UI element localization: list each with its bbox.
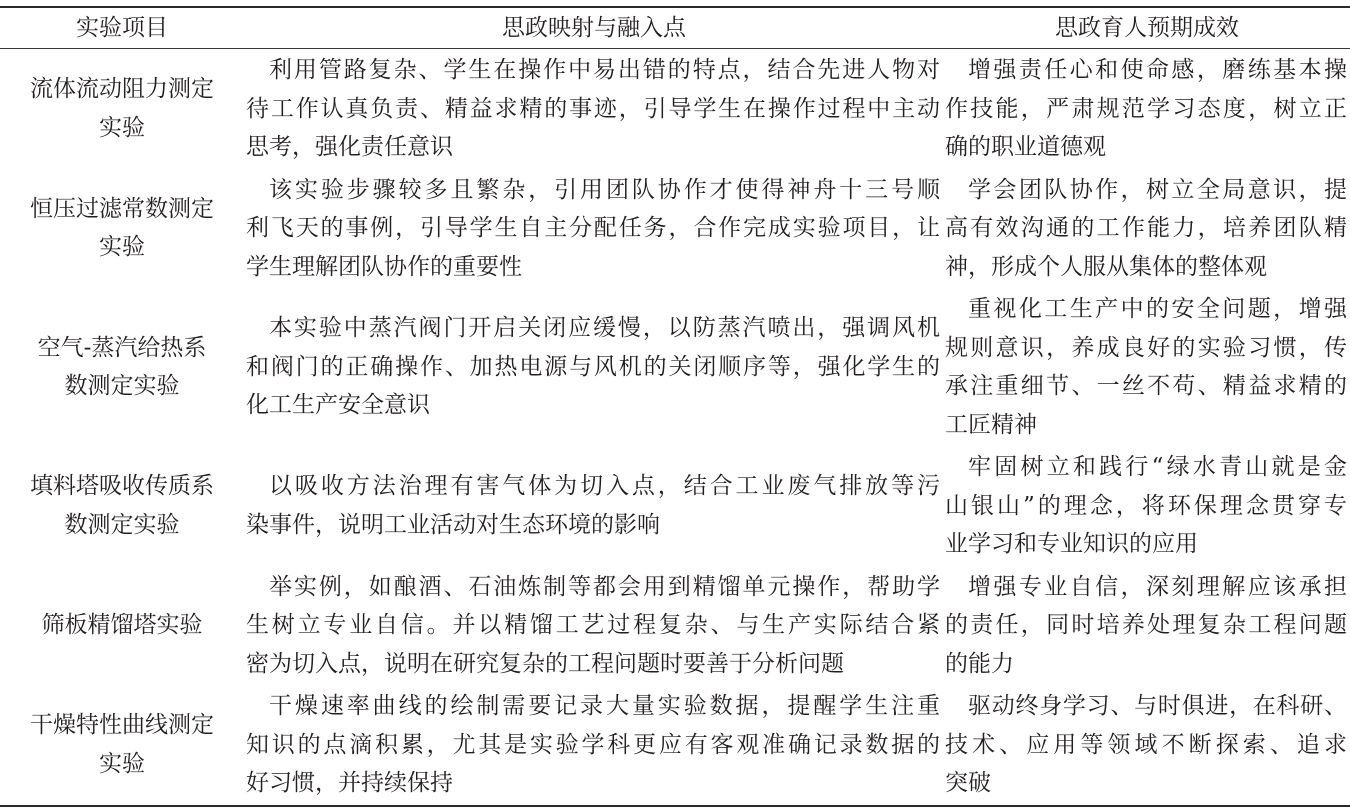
cell-experiment bbox=[0, 188, 244, 269]
data-table bbox=[0, 6, 1350, 807]
cell-text-line: 化工生产安全意识 bbox=[246, 392, 430, 419]
cell-expected-outcomes bbox=[944, 446, 1350, 566]
cell-text-line: 驱动终身学习、与时俱进，在科研、 bbox=[968, 693, 1347, 719]
cell-integration-points bbox=[244, 566, 944, 686]
cell-text-line: 和阀门的正确操作、加热电源与风机的关闭顺序等，强化学生的 bbox=[246, 353, 940, 380]
cell-text-line: 实验 bbox=[99, 750, 145, 777]
cell-integration-points bbox=[244, 49, 944, 169]
cell-text-line: 实验 bbox=[99, 234, 145, 261]
cell-text-line: 实验 bbox=[99, 114, 145, 141]
cell-text-line: 利飞天的事例，引导学生自主分配任务，合作完成实验项目，让 bbox=[246, 215, 940, 241]
cell-text-line: 筛板精馏塔实验 bbox=[41, 612, 203, 638]
cell-experiment bbox=[0, 604, 244, 647]
cell-text-line: 染事件，说明工业活动对生态环境的影响 bbox=[246, 511, 660, 538]
header-integration-points: 思政映射与融入点 bbox=[502, 15, 686, 41]
cell-text-line: 待工作认真负责、精益求精的事迹，引导学生在操作过程中主动 bbox=[246, 95, 940, 122]
cell-text-line: 举实例，如酿酒、石油炼制等都会用到精馏单元操作，帮助学 bbox=[269, 573, 940, 600]
cell-text-line: 工匠精神 bbox=[945, 411, 1037, 438]
cell-text-line: 增强责任心和使命感，磨练基本操 bbox=[968, 57, 1347, 83]
table-header-row bbox=[0, 8, 1350, 49]
cell-text-line: 数测定实验 bbox=[64, 511, 180, 538]
table-row bbox=[0, 446, 1350, 566]
cell-integration-points bbox=[244, 169, 944, 289]
cell-text-line: 的责任，同时培养处理复杂工程问题 bbox=[945, 612, 1347, 638]
cell-expected-outcomes bbox=[944, 685, 1350, 805]
cell-text-line: 牢固树立和践行“绿水青山就是金 bbox=[968, 454, 1347, 480]
cell-text-line: 利用管路复杂、学生在操作中易出错的特点，结合先进人物对 bbox=[269, 57, 940, 83]
cell-text-line: 作技能，严肃规范学习态度，树立正 bbox=[945, 95, 1347, 122]
cell-experiment bbox=[0, 465, 244, 546]
cell-text-line: 学会团队协作，树立全局意识，提 bbox=[968, 176, 1347, 203]
cell-text-line: 重视化工生产中的安全问题，增强 bbox=[968, 296, 1347, 322]
table-row bbox=[0, 49, 1350, 169]
header-expected-outcomes: 思政育人预期成效 bbox=[1055, 15, 1239, 41]
cell-text-line: 生树立专业自信。并以精馏工艺过程复杂、与生产实际结合紧 bbox=[246, 612, 940, 638]
cell-expected-outcomes bbox=[944, 566, 1350, 686]
cell-text-line: 技术、应用等领域不断探索、追求 bbox=[945, 731, 1347, 758]
cell-expected-outcomes bbox=[944, 169, 1350, 289]
cell-text-line: 恒压过滤常数测定 bbox=[30, 195, 214, 222]
cell-integration-points bbox=[244, 685, 944, 805]
cell-text-line: 该实验步骤较多且繁杂，引用团队协作才使得神舟十三号顺 bbox=[269, 176, 940, 203]
cell-text-line: 的能力 bbox=[945, 650, 1014, 677]
table-row bbox=[0, 566, 1350, 686]
cell-text-line: 填料塔吸收传质系 bbox=[30, 473, 214, 500]
cell-integration-points bbox=[244, 465, 944, 546]
cell-expected-outcomes bbox=[944, 49, 1350, 169]
table-row bbox=[0, 169, 1350, 289]
cell-text-line: 业学习和专业知识的应用 bbox=[945, 531, 1198, 557]
cell-text-line: 空气-蒸汽给热系 bbox=[37, 334, 207, 361]
cell-text-line: 数测定实验 bbox=[64, 373, 180, 399]
table-row bbox=[0, 288, 1350, 446]
cell-text-line: 以吸收方法治理有害气体为切入点，结合工业废气排放等污 bbox=[269, 473, 940, 500]
cell-text-line: 高有效沟通的工作能力，培养团队精 bbox=[945, 215, 1347, 241]
cell-text-line: 好习惯，并持续保持 bbox=[246, 770, 453, 796]
table-body bbox=[0, 49, 1350, 805]
cell-experiment bbox=[0, 327, 244, 408]
cell-text-line: 突破 bbox=[945, 770, 991, 796]
cell-text-line: 流体流动阻力测定 bbox=[30, 76, 214, 103]
cell-text-line: 学生理解团队协作的重要性 bbox=[246, 253, 522, 280]
cell-experiment bbox=[0, 68, 244, 149]
table-row bbox=[0, 685, 1350, 805]
cell-text-line: 思考，强化责任意识 bbox=[246, 134, 453, 160]
cell-text-line: 规则意识，养成良好的实验习惯，传 bbox=[945, 334, 1347, 361]
cell-text-line: 密为切入点，说明在研究复杂的工程问题时要善于分析问题 bbox=[246, 650, 844, 677]
cell-expected-outcomes bbox=[944, 288, 1350, 446]
cell-text-line: 本实验中蒸汽阀门开启关闭应缓慢，以防蒸汽喷出，强调风机 bbox=[269, 315, 940, 342]
header-experiment: 实验项目 bbox=[76, 15, 168, 41]
cell-text-line: 增强专业自信，深刻理解应该承担 bbox=[968, 573, 1347, 600]
cell-text-line: 承注重细节、一丝不苟、精益求精的 bbox=[945, 373, 1347, 399]
cell-text-line: 山银山”的理念，将环保理念贯穿专 bbox=[945, 492, 1347, 519]
cell-text-line: 确的职业道德观 bbox=[945, 134, 1106, 160]
cell-text-line: 神，形成个人服从集体的整体观 bbox=[945, 253, 1267, 280]
cell-experiment bbox=[0, 704, 244, 785]
cell-text-line: 知识的点滴积累，尤其是实验学科更应有客观准确记录数据的 bbox=[246, 731, 940, 758]
cell-integration-points bbox=[244, 307, 944, 427]
cell-text-line: 干燥速率曲线的绘制需要记录大量实验数据，提醒学生注重 bbox=[269, 693, 940, 719]
cell-text-line: 干燥特性曲线测定 bbox=[30, 712, 214, 739]
